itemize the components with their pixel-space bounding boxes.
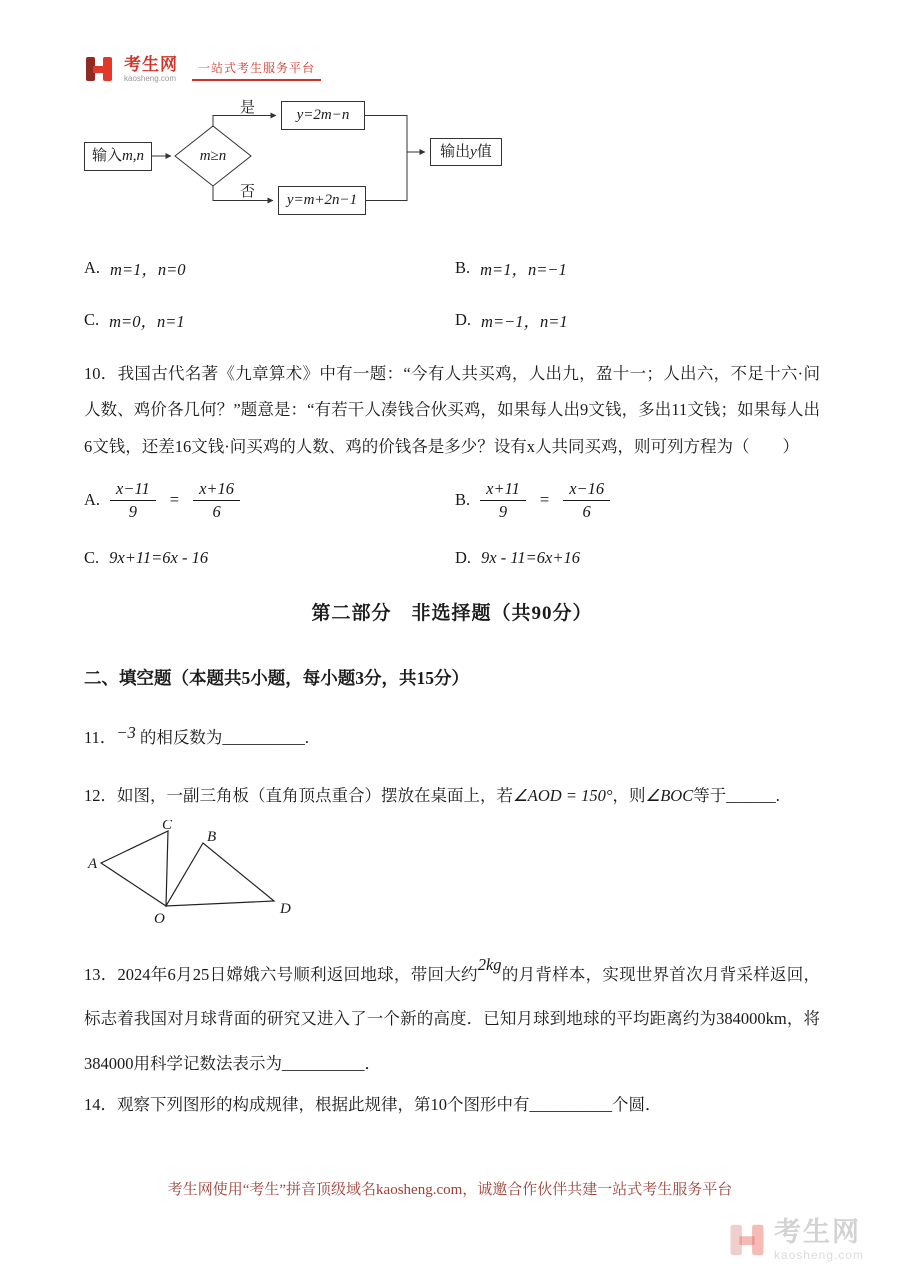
input-math: m,n bbox=[121, 148, 145, 164]
option-label: C. bbox=[84, 310, 100, 329]
q9-option-c bbox=[84, 308, 455, 332]
q12-text bbox=[84, 782, 820, 806]
option-label: D. bbox=[455, 547, 472, 567]
fraction-denominator: 6 bbox=[212, 501, 221, 521]
q13-mass-value: 2kg bbox=[477, 954, 502, 974]
fraction-denominator: 6 bbox=[582, 501, 591, 521]
q13-part1: 13．2024年6月25日嫦娥六号顺利返回地球，带回大约 bbox=[84, 964, 478, 984]
q9-options-row-1 bbox=[84, 256, 820, 280]
kaosheng-watermark bbox=[728, 1219, 864, 1261]
q10-options-row-1 bbox=[84, 479, 820, 522]
q11-math: −3 bbox=[116, 722, 136, 742]
q12-angle-aod: ∠AOD = 150° bbox=[513, 785, 613, 805]
figure-label-o: O bbox=[154, 910, 165, 927]
fraction-numerator: x−11 bbox=[110, 479, 156, 501]
logo-tagline: 一站式考生服务平台 bbox=[192, 58, 321, 81]
figure-label-d: D bbox=[280, 900, 291, 917]
q12-mid: ，则 bbox=[612, 785, 646, 805]
q11-number: 11． bbox=[84, 727, 117, 747]
figure-label-c: C bbox=[162, 819, 173, 833]
equals-sign: = bbox=[539, 490, 550, 510]
flowchart-condition: m≥n bbox=[199, 148, 227, 164]
output-suffix: 值 bbox=[476, 144, 492, 160]
q10-option-c bbox=[84, 548, 455, 568]
q10-option-a bbox=[84, 479, 455, 522]
q9-option-b bbox=[455, 256, 567, 280]
option-label: A. bbox=[84, 490, 101, 510]
q11-rest: 的相反数为__________. bbox=[135, 727, 310, 747]
flowchart-yes-label: 是 bbox=[240, 100, 256, 116]
fill-in-section-title: 二、填空题（本题共5小题，每小题3分，共15分） bbox=[84, 667, 469, 688]
q12-angle-boc: ∠BOC bbox=[645, 785, 694, 805]
site-header-logo bbox=[84, 50, 820, 88]
q13-text bbox=[84, 953, 820, 1087]
part2-title: 第二部分 非选择题（共90分） bbox=[311, 602, 593, 624]
q10-options-row-2 bbox=[84, 548, 820, 568]
page-footer-slogan: 考生网使用“考生”拼音顶级域名kaosheng.com，诚邀合作伙伴共建一站式考生服务平台 bbox=[167, 1182, 733, 1198]
q10-option-b bbox=[455, 479, 610, 522]
q9-option-d bbox=[455, 308, 568, 332]
option-value: m=0，n=1 bbox=[109, 312, 185, 331]
figure-label-b: B bbox=[207, 828, 217, 845]
page-content bbox=[84, 0, 820, 1115]
fraction bbox=[480, 479, 526, 522]
q11-text bbox=[84, 724, 820, 748]
flowchart-no-label: 否 bbox=[240, 184, 256, 200]
watermark-logo-icon bbox=[728, 1221, 766, 1259]
option-value: m=1，n=0 bbox=[110, 260, 186, 279]
fraction bbox=[193, 479, 240, 522]
option-label: B. bbox=[455, 490, 471, 510]
flowchart-no-branch-box: y=m+2n−1 bbox=[278, 186, 366, 215]
flowchart-output-box bbox=[430, 138, 502, 166]
figure-label-a: A bbox=[88, 855, 98, 872]
watermark-name: 考生网 bbox=[773, 1217, 861, 1247]
q10-text: 10．我国古代名著《九章算术》中有一题：“今有人共买鸡，人出九，盈十一；人出六，不足十六·问人数、鸡价各几何？”题意是：“有若干人凑钱合伙买鸡，如果每人出9文钱，多出11文钱；如果每人出6文钱，还差16文钱·问买鸡的人数、鸡的价钱各是多少？设有x人共同买鸡，则可列方程为（ ） bbox=[84, 364, 820, 456]
option-label: B. bbox=[455, 258, 471, 277]
question9-flowchart bbox=[84, 94, 514, 228]
q12-prefix: 12．如图，一副三角板（直角顶点重合）摆放在桌面上，若 bbox=[84, 785, 513, 805]
output-prefix: 输出 bbox=[440, 144, 471, 160]
output-math: y bbox=[470, 144, 477, 160]
fraction-numerator: x+16 bbox=[193, 479, 240, 501]
option-label: C. bbox=[84, 547, 100, 567]
logo-domain: kaosheng.com bbox=[124, 73, 177, 83]
q12-triangle-figure bbox=[86, 820, 326, 930]
fraction-numerator: x+11 bbox=[480, 479, 526, 501]
flowchart-yes-branch-box: y=2m−n bbox=[281, 101, 365, 130]
fraction-denominator: 9 bbox=[128, 501, 138, 521]
option-label: D. bbox=[455, 310, 472, 329]
logo-text-block bbox=[124, 56, 178, 83]
fraction-numerator: x−16 bbox=[563, 479, 610, 501]
logo-name: 考生网 bbox=[124, 54, 178, 74]
fraction bbox=[110, 479, 156, 522]
flowchart-input-box bbox=[84, 142, 152, 171]
option-value: 9x+11=6x - 16 bbox=[109, 547, 209, 567]
input-prefix: 输入 bbox=[91, 148, 122, 164]
option-value: m=−1，n=1 bbox=[481, 312, 568, 331]
option-value: 9x - 11=6x+16 bbox=[481, 547, 580, 567]
option-label: A. bbox=[84, 258, 101, 277]
q13-part2: 的月背样本，实现世界首次月背采样返回，标志着我国对月球背面的研究又进入了一个新的高度．已知月球到地球的平均距离约为384000km，将384000用科学记数法表示为__________． bbox=[84, 964, 821, 1073]
option-value: m=1，n=−1 bbox=[480, 260, 567, 279]
kaosheng-logo-icon bbox=[84, 54, 114, 84]
fraction bbox=[563, 479, 610, 522]
q9-options-row-2 bbox=[84, 308, 820, 332]
q12-suffix: 等于______. bbox=[693, 785, 780, 805]
watermark-domain: kaosheng.com bbox=[773, 1248, 864, 1262]
q9-option-a bbox=[84, 256, 455, 280]
q10-option-d bbox=[455, 548, 580, 568]
fraction-denominator: 9 bbox=[498, 501, 508, 521]
equals-sign: = bbox=[169, 490, 180, 510]
q14-text: 14．观察下列图形的构成规律，根据此规律，第10个图形中有__________个圆． bbox=[84, 1094, 662, 1114]
watermark-text-block bbox=[774, 1219, 864, 1261]
